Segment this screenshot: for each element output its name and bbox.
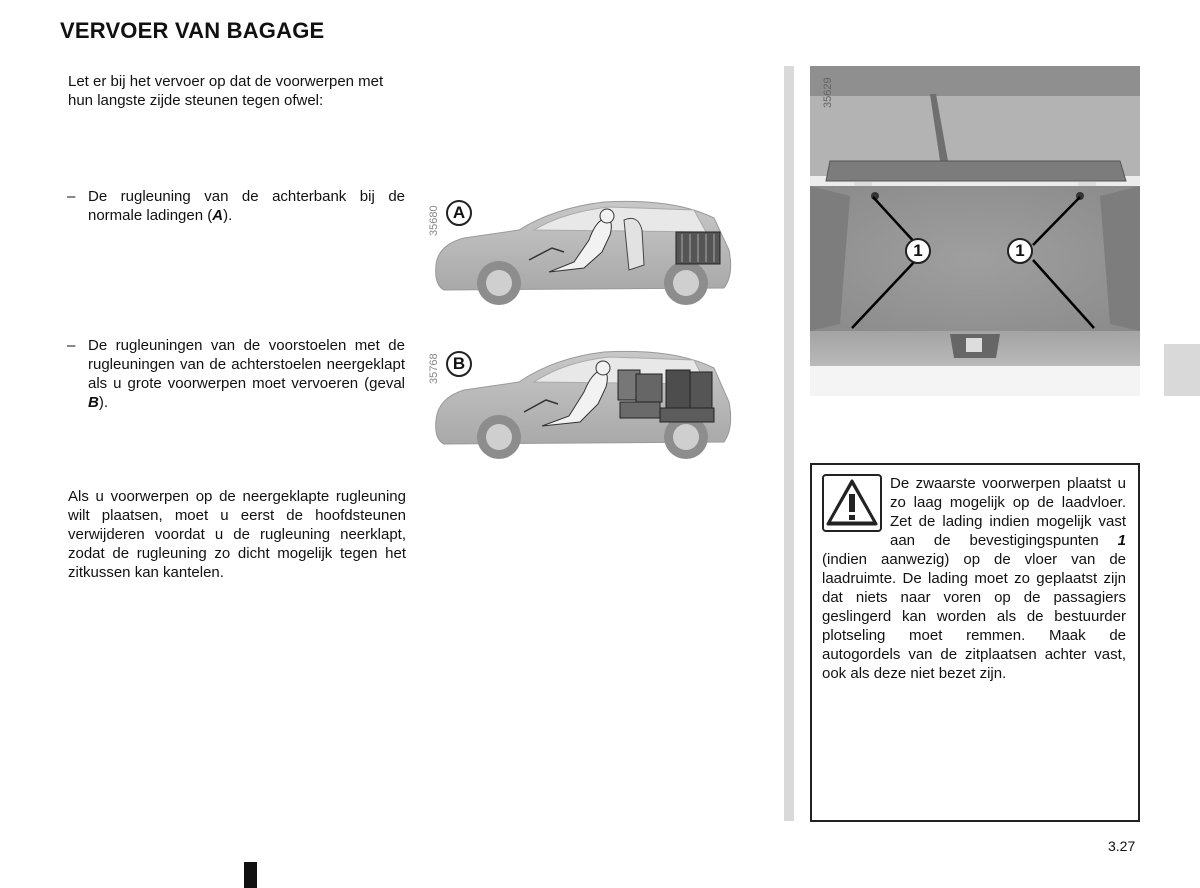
column-divider-bar xyxy=(784,66,794,821)
page-number: 3.27 xyxy=(1108,838,1136,854)
intro-paragraph: Let er bij het vervoer op dat de voorwerpen met hun langste zijde steunen tegen ofwel: xyxy=(68,73,384,109)
trunk-photo xyxy=(810,66,1140,396)
page-edge-marker xyxy=(244,862,257,888)
photo-number: 35629 xyxy=(822,77,834,108)
bullet-text: De rugleuning van de achterbank bij de normale ladingen (A). xyxy=(88,188,405,224)
figure-b-car-illustration xyxy=(424,340,744,465)
chapter-tab xyxy=(1164,344,1200,396)
bullet-dash: – xyxy=(67,337,76,354)
bullet-item-b xyxy=(67,336,405,416)
figure-a-label: A xyxy=(446,200,472,226)
warning-text: De zwaarste voorwerpen plaatst u zo laag mogelijk op de laadvloer. Zet de lading indien mogelijk vast aan de bevestigingspunten 1 (indien aanwezig) op de vloer van de laadruimte. De lading moet zo geplaatst zijn dat niets naar voren op de passagiers geslingerd kan worden als de bestuurder plotseling moet remmen. Maak de autogordels van de zitplaatsen achter vast, ook als deze niet bezet zijn. xyxy=(822,475,1126,682)
bullet-dash: – xyxy=(67,188,76,205)
figure-a-car-illustration xyxy=(424,190,744,310)
figure-a-number: 35680 xyxy=(428,205,440,236)
page-title: VERVOER VAN BAGAGE xyxy=(60,18,325,43)
figure-b-label: B xyxy=(446,351,472,377)
figure-b-number: 35768 xyxy=(428,353,440,384)
anchor-point-callout-right: 1 xyxy=(1007,238,1033,264)
anchor-point-callout-left: 1 xyxy=(905,238,931,264)
bullet-text: De rugleuningen van de voorstoelen met de rugleuningen van de achterstoelen neergeklapt als u grote voorwerpen moet vervoeren (geval B). xyxy=(88,337,405,411)
headrest-paragraph: Als u voorwerpen op de neergeklapte rugleuning wilt plaatsen, moet u eerst de hoofdsteunen verwijderen voordat u de rugleuning neerklapt, zodat de rugleuning zo dicht mogelijk tegen het zitkussen kan kantelen. xyxy=(68,488,406,581)
bullet-item-a xyxy=(67,187,405,227)
